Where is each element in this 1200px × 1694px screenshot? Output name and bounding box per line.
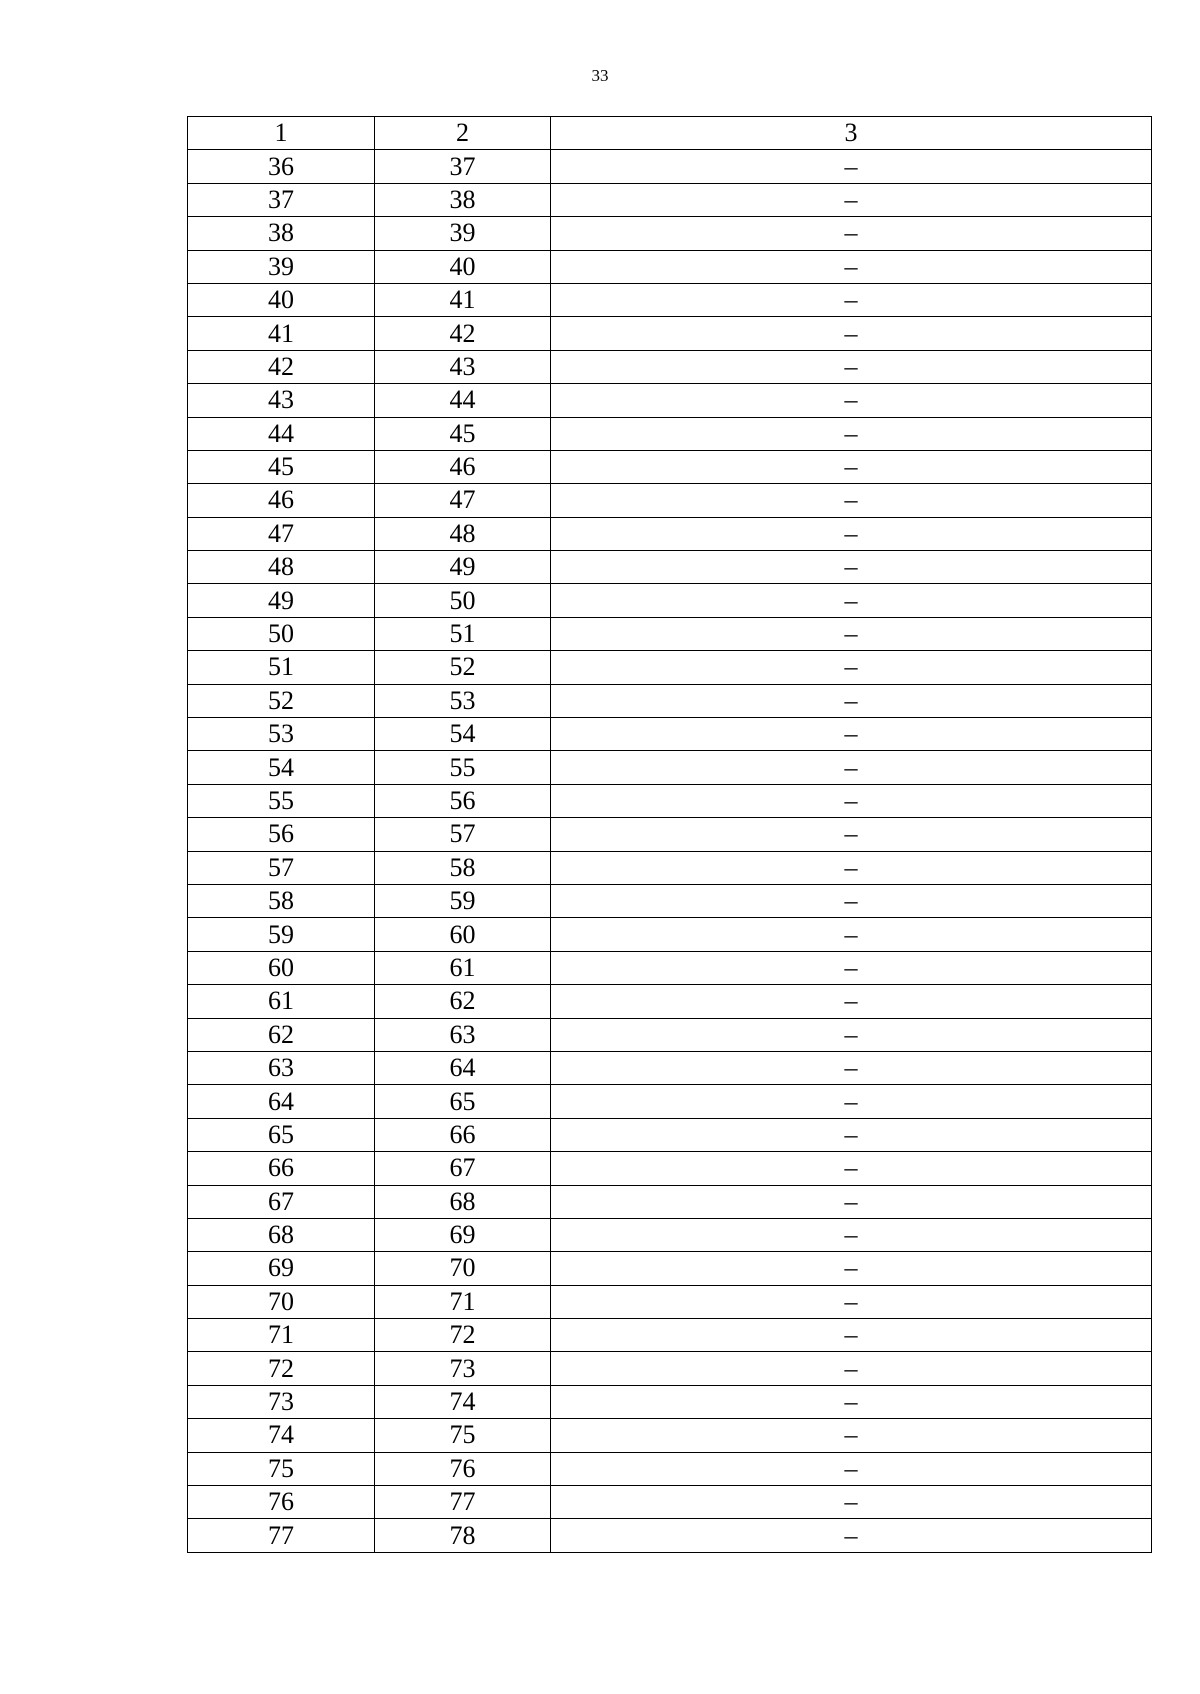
- table-cell-col-1: 52: [188, 684, 375, 717]
- table-cell-col-1: 47: [188, 517, 375, 550]
- table-row: [188, 684, 1152, 717]
- table-cell-col-1: 69: [188, 1252, 375, 1285]
- table-row: [188, 617, 1152, 650]
- page-number: 33: [591, 66, 609, 85]
- table-cell-col-1: 57: [188, 851, 375, 884]
- table-cell-col-2: 37: [375, 150, 551, 183]
- table-row: [188, 1252, 1152, 1285]
- table-cell-col-1: 73: [188, 1385, 375, 1418]
- table-cell-col-2: 67: [375, 1152, 551, 1185]
- table-cell-col-1: 40: [188, 283, 375, 316]
- table-cell-col-3: –: [551, 918, 1152, 951]
- table-cell-col-3: –: [551, 651, 1152, 684]
- table-cell-col-1: 39: [188, 250, 375, 283]
- table-cell-col-1: 67: [188, 1185, 375, 1218]
- table-row: [188, 183, 1152, 216]
- table-row: [188, 517, 1152, 550]
- table-cell-col-3: –: [551, 384, 1152, 417]
- table-cell-col-2: 70: [375, 1252, 551, 1285]
- table-cell-col-1: 49: [188, 584, 375, 617]
- table-cell-col-3: –: [551, 584, 1152, 617]
- table-cell-col-2: 53: [375, 684, 551, 717]
- table-cell-col-3: –: [551, 1118, 1152, 1151]
- table-cell-col-1: 44: [188, 417, 375, 450]
- table-cell-col-2: 55: [375, 751, 551, 784]
- table-cell-col-2: 52: [375, 651, 551, 684]
- table-row: [188, 1285, 1152, 1318]
- table-cell-col-1: 76: [188, 1486, 375, 1519]
- table-cell-col-1: 36: [188, 150, 375, 183]
- table-cell-col-2: 39: [375, 217, 551, 250]
- table-cell-col-2: 62: [375, 985, 551, 1018]
- table-cell-col-1: 58: [188, 884, 375, 917]
- table-cell-col-3: –: [551, 1319, 1152, 1352]
- table-cell-col-1: 65: [188, 1118, 375, 1151]
- table-cell-col-3: –: [551, 283, 1152, 316]
- table-cell-col-3: –: [551, 250, 1152, 283]
- table-row: [188, 217, 1152, 250]
- table-cell-col-2: 42: [375, 317, 551, 350]
- table-row: [188, 384, 1152, 417]
- table-row: [188, 1319, 1152, 1352]
- table-cell-col-3: –: [551, 183, 1152, 216]
- table-cell-col-2: 72: [375, 1319, 551, 1352]
- table-row: [188, 851, 1152, 884]
- table-cell-col-3: –: [551, 985, 1152, 1018]
- table-cell-col-2: 40: [375, 250, 551, 283]
- table-cell-col-3: –: [551, 551, 1152, 584]
- table-cell-col-1: 54: [188, 751, 375, 784]
- table-row: [188, 751, 1152, 784]
- table-cell-col-1: 53: [188, 718, 375, 751]
- table-row: [188, 150, 1152, 183]
- table-cell-col-1: 55: [188, 784, 375, 817]
- table-cell-col-1: 37: [188, 183, 375, 216]
- table-row: [188, 1051, 1152, 1084]
- table-cell-col-3: –: [551, 718, 1152, 751]
- table-cell-col-2: 64: [375, 1051, 551, 1084]
- table-cell-col-2: 48: [375, 517, 551, 550]
- table-row: [188, 884, 1152, 917]
- table-cell-col-2: 69: [375, 1218, 551, 1251]
- table-cell-col-2: 74: [375, 1385, 551, 1418]
- table-row: [188, 450, 1152, 483]
- table-cell-col-1: 60: [188, 951, 375, 984]
- table-cell-col-3: –: [551, 1018, 1152, 1051]
- table-cell-col-2: 73: [375, 1352, 551, 1385]
- table-row: [188, 584, 1152, 617]
- table-cell-col-2: 56: [375, 784, 551, 817]
- table-cell-col-1: 50: [188, 617, 375, 650]
- table-cell-col-3: –: [551, 818, 1152, 851]
- table-cell-col-2: 49: [375, 551, 551, 584]
- table-cell-col-3: –: [551, 1252, 1152, 1285]
- table-row: [188, 1218, 1152, 1251]
- table-body: [188, 117, 1152, 1553]
- table-cell-col-1: 41: [188, 317, 375, 350]
- table-cell-col-3: –: [551, 884, 1152, 917]
- table-row: [188, 818, 1152, 851]
- table-row: [188, 1085, 1152, 1118]
- table-cell-col-1: 38: [188, 217, 375, 250]
- table-row: [188, 417, 1152, 450]
- table-cell-col-2: 60: [375, 918, 551, 951]
- table-cell-col-2: 44: [375, 384, 551, 417]
- table-row: [188, 283, 1152, 316]
- table-cell-col-1: 66: [188, 1152, 375, 1185]
- table-cell-col-2: 43: [375, 350, 551, 383]
- table-cell-col-1: 45: [188, 450, 375, 483]
- table-cell-col-1: 71: [188, 1319, 375, 1352]
- header-cell-col-1: 1: [188, 117, 375, 150]
- table-row: [188, 1419, 1152, 1452]
- table-cell-col-1: 56: [188, 818, 375, 851]
- table-row: [188, 951, 1152, 984]
- table-row: [188, 718, 1152, 751]
- table-cell-col-2: 76: [375, 1452, 551, 1485]
- table-cell-col-3: –: [551, 150, 1152, 183]
- table-cell-col-3: –: [551, 317, 1152, 350]
- table-cell-col-3: –: [551, 1452, 1152, 1485]
- table-cell-col-3: –: [551, 617, 1152, 650]
- table-cell-col-2: 51: [375, 617, 551, 650]
- table-row: [188, 1118, 1152, 1151]
- table-cell-col-3: –: [551, 1152, 1152, 1185]
- table-row: [188, 651, 1152, 684]
- table-cell-col-2: 45: [375, 417, 551, 450]
- table-cell-col-3: –: [551, 1419, 1152, 1452]
- table-cell-col-2: 71: [375, 1285, 551, 1318]
- table-cell-col-1: 48: [188, 551, 375, 584]
- table-cell-col-3: –: [551, 484, 1152, 517]
- table-row: [188, 1152, 1152, 1185]
- table-cell-col-2: 65: [375, 1085, 551, 1118]
- table-cell-col-2: 77: [375, 1486, 551, 1519]
- table-cell-col-3: –: [551, 1385, 1152, 1418]
- table-cell-col-2: 61: [375, 951, 551, 984]
- table-cell-col-3: –: [551, 1218, 1152, 1251]
- data-table: [187, 116, 1152, 1553]
- table-cell-col-3: –: [551, 1051, 1152, 1084]
- table-cell-col-2: 78: [375, 1519, 551, 1552]
- table-cell-col-3: –: [551, 1352, 1152, 1385]
- table-cell-col-2: 68: [375, 1185, 551, 1218]
- table-row: [188, 1352, 1152, 1385]
- table-row: [188, 250, 1152, 283]
- table-row: [188, 784, 1152, 817]
- table-cell-col-3: –: [551, 1185, 1152, 1218]
- table-cell-col-1: 42: [188, 350, 375, 383]
- table-cell-col-2: 63: [375, 1018, 551, 1051]
- table-cell-col-3: –: [551, 217, 1152, 250]
- table-cell-col-2: 57: [375, 818, 551, 851]
- table-cell-col-2: 75: [375, 1419, 551, 1452]
- table-cell-col-3: –: [551, 1486, 1152, 1519]
- table-cell-col-2: 46: [375, 450, 551, 483]
- table-row: [188, 484, 1152, 517]
- table-row: [188, 1385, 1152, 1418]
- table-cell-col-3: –: [551, 1285, 1152, 1318]
- table-cell-col-2: 38: [375, 183, 551, 216]
- table-row: [188, 1018, 1152, 1051]
- table-cell-col-3: –: [551, 1085, 1152, 1118]
- table-cell-col-2: 66: [375, 1118, 551, 1151]
- table-cell-col-1: 68: [188, 1218, 375, 1251]
- table-cell-col-3: –: [551, 350, 1152, 383]
- table-header-row: [188, 117, 1152, 150]
- table-row: [188, 918, 1152, 951]
- table-cell-col-1: 77: [188, 1519, 375, 1552]
- table-row: [188, 1452, 1152, 1485]
- table-cell-col-2: 59: [375, 884, 551, 917]
- table-row: [188, 1486, 1152, 1519]
- header-cell-col-2: 2: [375, 117, 551, 150]
- table-cell-col-1: 63: [188, 1051, 375, 1084]
- table-row: [188, 551, 1152, 584]
- table-cell-col-2: 47: [375, 484, 551, 517]
- table-row: [188, 1519, 1152, 1552]
- table-cell-col-1: 59: [188, 918, 375, 951]
- table-cell-col-1: 61: [188, 985, 375, 1018]
- table-cell-col-2: 54: [375, 718, 551, 751]
- table-cell-col-3: –: [551, 1519, 1152, 1552]
- table-cell-col-3: –: [551, 517, 1152, 550]
- table-cell-col-1: 75: [188, 1452, 375, 1485]
- table-row: [188, 350, 1152, 383]
- table-cell-col-3: –: [551, 684, 1152, 717]
- table-cell-col-1: 70: [188, 1285, 375, 1318]
- table-cell-col-1: 72: [188, 1352, 375, 1385]
- table-row: [188, 1185, 1152, 1218]
- header-cell-col-3: 3: [551, 117, 1152, 150]
- table-cell-col-1: 51: [188, 651, 375, 684]
- table-cell-col-2: 50: [375, 584, 551, 617]
- table-cell-col-1: 46: [188, 484, 375, 517]
- table-cell-col-3: –: [551, 450, 1152, 483]
- table-cell-col-1: 74: [188, 1419, 375, 1452]
- table-cell-col-3: –: [551, 784, 1152, 817]
- table-cell-col-1: 62: [188, 1018, 375, 1051]
- table-cell-col-3: –: [551, 751, 1152, 784]
- table-cell-col-1: 64: [188, 1085, 375, 1118]
- table-row: [188, 985, 1152, 1018]
- table-cell-col-2: 41: [375, 283, 551, 316]
- table-row: [188, 317, 1152, 350]
- table-cell-col-3: –: [551, 951, 1152, 984]
- table-cell-col-1: 43: [188, 384, 375, 417]
- table-cell-col-2: 58: [375, 851, 551, 884]
- table-cell-col-3: –: [551, 851, 1152, 884]
- table-cell-col-3: –: [551, 417, 1152, 450]
